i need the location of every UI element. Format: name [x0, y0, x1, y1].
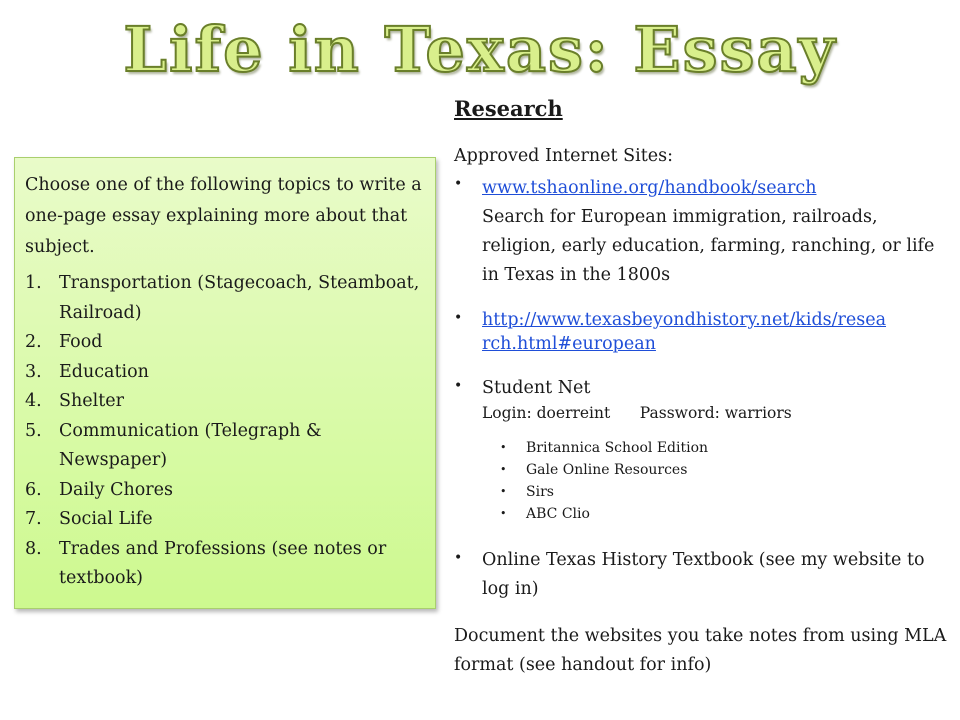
- list-item: [25, 269, 425, 328]
- item-number: 6.: [25, 479, 42, 500]
- link-line-1: http://www.texasbeyondhistory.net/kids/resea: [482, 310, 887, 330]
- resource-list: [500, 437, 708, 525]
- tsha-description: Search for European immigration, railroads, religion, early education, farming, ranching, or life in Texas in the 1800s: [482, 207, 935, 285]
- student-net-credentials: [482, 402, 950, 424]
- textbook-note: Online Texas History Textbook (see my website to log in): [482, 550, 925, 599]
- list-item: • Sirs: [500, 481, 708, 503]
- login-text: Login: doerreint: [482, 404, 611, 422]
- topics-list: [25, 269, 425, 594]
- item-number: 8.: [25, 538, 42, 559]
- list-item: • ABC Clio: [500, 503, 708, 525]
- approved-sites-label: Approved Internet Sites:: [454, 146, 673, 166]
- item-number: 4.: [25, 391, 42, 411]
- bullet-icon: •: [500, 507, 507, 520]
- tsha-link[interactable]: www.tshaonline.org/handbook/search: [482, 178, 817, 198]
- bullet-icon: •: [454, 176, 463, 192]
- item-text: Communication (Telegraph & Newspaper): [59, 420, 322, 470]
- item-text: Transportation (Stagecoach, Steamboat, Railroad): [59, 273, 420, 323]
- list-item: [25, 328, 425, 358]
- bullet-icon: •: [454, 550, 463, 566]
- item-number: 7.: [25, 509, 42, 529]
- bullet-icon: •: [500, 463, 507, 476]
- link-line-2: rch.html#european: [482, 334, 656, 354]
- bullet-icon: •: [454, 310, 463, 326]
- item-text: Social Life: [59, 509, 153, 529]
- bullet-icon: •: [500, 441, 507, 454]
- slide-title: Life in Texas: Essay: [123, 13, 837, 86]
- list-item: • Britannica School Edition: [500, 437, 708, 459]
- topics-intro: Choose one of the following topics to write a one-page essay explaining more about that subject.: [25, 175, 422, 257]
- student-net-label: Student Net: [482, 378, 591, 398]
- item-number: 5.: [25, 420, 42, 441]
- item-text: Shelter: [59, 391, 124, 411]
- item-number: 1.: [25, 273, 42, 293]
- item-text: Trades and Professions (see notes or textbook): [59, 538, 387, 588]
- list-item: [25, 417, 425, 476]
- item-text: Daily Chores: [59, 479, 174, 500]
- item-text: Food: [59, 332, 103, 352]
- bullet-icon: •: [454, 378, 463, 394]
- texasbeyondhistory-link[interactable]: [482, 310, 886, 354]
- research-heading: Research: [454, 96, 563, 121]
- item-text: Education: [59, 361, 149, 382]
- topics-box: [14, 157, 436, 609]
- list-item: [25, 387, 425, 417]
- bullet-icon: •: [500, 485, 507, 498]
- list-item: • Gale Online Resources: [500, 459, 708, 481]
- list-item: [25, 535, 425, 594]
- list-item: [25, 505, 425, 535]
- document-note: Document the websites you take notes from using MLA format (see handout for info): [454, 626, 947, 675]
- item-number: 3.: [25, 361, 42, 382]
- list-item: [25, 358, 425, 388]
- list-item: [25, 476, 425, 506]
- password-text: Password: warriors: [639, 404, 792, 422]
- item-number: 2.: [25, 332, 42, 352]
